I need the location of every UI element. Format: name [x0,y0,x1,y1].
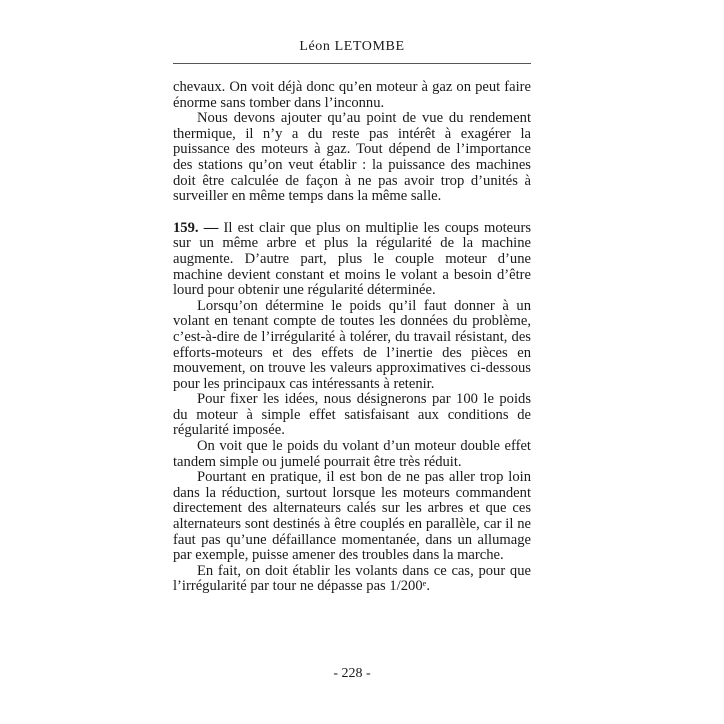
paragraph: On voit que le poids du volant d’un moteur double effet tandem simple ou jumelé pourrait être très réduit. [173,438,531,470]
paragraph: Pourtant en pratique, il est bon de ne pas aller trop loin dans la réduction, surtout lorsque les moteurs commandent directement des alternateurs calés sur les arbres et que ces alternateurs sont destinés à être couplés en parallèle, car il ne faut pas qu’une défaillance momentanée, dans un allumage par exemple, puisse amener des troubles dans la marche. [173,469,531,564]
section-number: 159. — [173,219,219,236]
paragraph: Lorsqu’on détermine le poids qu’il faut donner à un volant en tenant compte de toutes les données du problème, c’est-à-dire de l’irrégularité à tolérer, du travail résistant, des efforts-moteurs et des effets de l’inertie des pièces en mouvement, on trouve les valeurs approximatives ci-dessous pour les principaux cas intéressants à retenir. [173,297,531,392]
paragraph: Nous devons ajouter qu’au point de vue du rendement thermique, il n’y a du reste pas intérêt à exagérer la puissance des moteurs à gaz. Tout dépend de l’importance des stations qu’on veut établir : la puissance des machines doit être calculée de façon à ne pas avoir trop d’unités à surveiller en même temps dans la même salle. [173,110,531,205]
section-159-opening [173,221,531,299]
paragraph: Pour fixer les idées, nous désignerons par 100 le poids du moteur à simple effet satisfaisant aux conditions de régularité imposée. [173,391,531,439]
section-opening-text: Il est clair que plus on multiplie les coups moteurs sur un même arbre et plus la régularité de la machine augmente. D’autre part, plus le couple moteur d’une machine devient constant et moins le volant a besoin d’être lourd pour obtenir une régularité déterminée. [173,219,531,299]
header-rule [173,63,531,64]
page-number: - 228 - [333,666,371,681]
body-text [173,80,531,595]
running-head: Léon LETOMBE [299,39,405,54]
paragraph: En fait, on doit établir les volants dans ce cas, pour que l’irrégularité par tour ne dépasse pas 1/200ᵉ. [173,562,531,595]
book-page [173,0,531,724]
paragraph-continued: chevaux. On voit déjà donc qu’en moteur à gaz on peut faire énorme sans tomber dans l’inconnu. [173,79,531,111]
